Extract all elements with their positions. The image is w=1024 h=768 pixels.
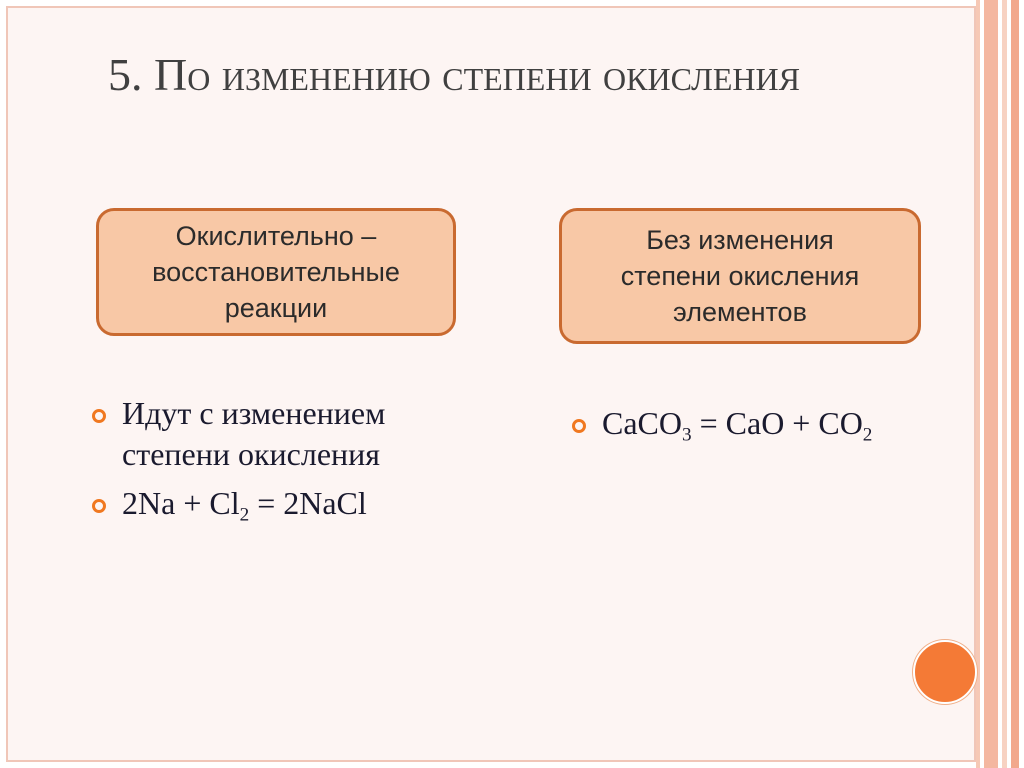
- redox-reactions-box: [96, 208, 456, 336]
- slide-frame: [6, 6, 976, 762]
- list-item: [92, 483, 472, 524]
- right-box-line: элементов: [673, 297, 807, 327]
- bullet-ring-icon: [572, 419, 586, 433]
- left-box-line: реакции: [224, 293, 328, 323]
- equation-calcium-carbonate: CaCO$_3$ = CaO + $CO_2$: [602, 405, 873, 446]
- right-box-line: Без изменения: [646, 225, 834, 255]
- left-box-line: восстановительные: [152, 257, 400, 287]
- right-bullet-list: [572, 403, 972, 452]
- left-bullet-list: [92, 393, 472, 532]
- slide-title: 5. По изменению степени окисления: [108, 49, 800, 100]
- bullet-ring-icon: [92, 499, 106, 513]
- bullet-text: Идут с изменением степени окисления: [122, 395, 386, 472]
- left-box-line: Окислительно –: [175, 221, 377, 251]
- list-item: [572, 403, 972, 444]
- equation-sodium-chloride: $2Na + Cl_2$ = 2NaCl: [122, 485, 367, 526]
- decorative-stripes: [976, 0, 1024, 768]
- right-box-line: степени окисления: [620, 261, 860, 291]
- no-oxidation-change-box: [559, 208, 921, 344]
- list-item: [92, 393, 472, 475]
- decorative-circle-icon: [913, 640, 977, 704]
- bullet-ring-icon: [92, 409, 106, 423]
